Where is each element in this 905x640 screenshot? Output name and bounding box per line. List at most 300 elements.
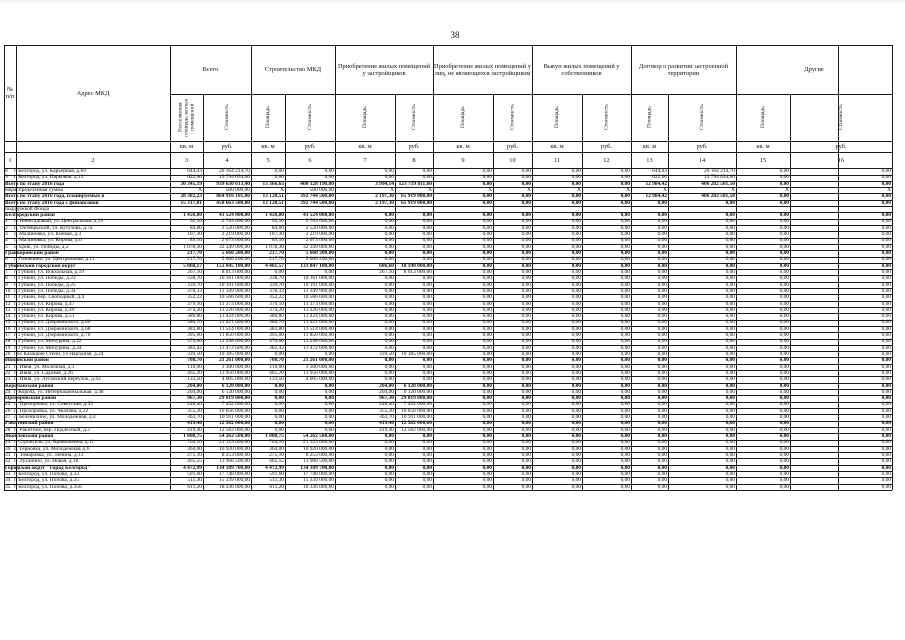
- row-address: с. Беленихино, ул. Молодежная, д.4: [14, 414, 96, 421]
- header-sub-2: Площадь: [265, 106, 271, 129]
- row-value: 43 524 000,00: [303, 212, 334, 219]
- row-value: 0,00: [521, 401, 531, 408]
- row-value: 2 673 000,00: [221, 237, 250, 244]
- row-value: 0,00: [571, 256, 581, 263]
- row-address: г. Губкин, ул. Победы, д.34: [14, 287, 76, 294]
- row-value: 0,00: [571, 458, 581, 465]
- row-value: 0,00: [384, 275, 394, 282]
- row-value: 0,00: [422, 313, 432, 320]
- row-value: 0,00: [571, 193, 581, 200]
- row-value: 0,00: [881, 470, 891, 477]
- header-sub-10: Площадь: [646, 106, 653, 129]
- row-value: 0,00: [482, 250, 492, 257]
- row-value: 0,00: [657, 458, 667, 465]
- row-value: 19 794 054,00: [704, 174, 735, 181]
- row-number: 27: [5, 414, 11, 421]
- row-value: 511,30: [269, 477, 284, 484]
- row-value: 0,00: [725, 407, 735, 414]
- row-value: 511,30: [187, 477, 202, 484]
- header-col-number-11: 12: [603, 156, 610, 164]
- row-value: 0,00: [422, 369, 432, 376]
- row-value: 0,00: [324, 426, 334, 433]
- row-value: 0,00: [725, 426, 735, 433]
- row-value: 0,00: [274, 382, 284, 389]
- row-address: Ракитянский район: [5, 420, 54, 427]
- row-value: 0,00: [620, 407, 630, 414]
- row-value: 374,20: [269, 306, 284, 313]
- row-value: 0,00: [521, 268, 531, 275]
- row-value: 0,00: [657, 477, 667, 484]
- row-value: 400 128 190,00: [300, 180, 334, 187]
- row-address: с. Малиновка, ул. Киевая, д.3: [14, 231, 82, 238]
- row-value: 0,00: [657, 218, 667, 225]
- row-value: 0,00: [482, 344, 492, 351]
- row-value: 383,80: [269, 325, 284, 332]
- row-value: 89,10: [189, 237, 202, 244]
- row-value: 0,00: [620, 325, 630, 332]
- row-value: 6 120 000,00: [221, 382, 250, 389]
- row-number: 9: [5, 281, 8, 288]
- row-value: 0,00: [521, 306, 531, 313]
- row-value: 0,00: [725, 281, 735, 288]
- row-value: 2 673 000,00: [305, 237, 334, 244]
- row-value: 13 366,63: [262, 180, 284, 187]
- row-value: 28 302,23: [180, 193, 202, 200]
- row-value: 0,00: [725, 300, 735, 307]
- row-value: 2 763 000,00: [305, 218, 334, 225]
- row-value: 0,00: [725, 243, 735, 250]
- row-value: 0,00: [521, 388, 531, 395]
- row-value: 2 197,30: [375, 199, 394, 206]
- row-value: 0,00: [384, 218, 394, 225]
- header-sub-12: Площадь: [760, 106, 766, 129]
- row-value: 21 261 000,00: [303, 357, 334, 364]
- row-value: 0,00: [881, 433, 891, 440]
- row-value: 0,00: [324, 401, 334, 408]
- row-value: 382,42: [187, 344, 202, 351]
- row-value: 0,00: [384, 464, 394, 471]
- row-value: X: [488, 186, 492, 193]
- row-value: 6 120 000,00: [403, 382, 432, 389]
- row-value: 0,00: [725, 458, 735, 465]
- header-sub-0: Расселяемая площадь жилых помещений: [177, 98, 196, 137]
- row-value: 0,00: [657, 268, 667, 275]
- row-value: 0,00: [482, 231, 492, 238]
- row-value: 0,00: [521, 180, 531, 187]
- row-value: 0,00: [725, 224, 735, 231]
- row-value: 134 189 700,00: [300, 464, 334, 471]
- row-number: 8: [5, 275, 8, 282]
- row-value: 0,00: [422, 363, 432, 370]
- row-number: 5: [5, 243, 8, 250]
- row-value: 0,00: [657, 325, 667, 332]
- row-value: 0,00: [422, 281, 432, 288]
- row-value: 0,00: [881, 388, 891, 395]
- row-value: 84,00: [271, 224, 284, 231]
- row-value: 13 120,51: [262, 193, 284, 200]
- row-value: 0,00: [521, 344, 531, 351]
- row-value: 0,00: [384, 338, 394, 345]
- row-value: 379,10: [187, 300, 202, 307]
- row-value: 0,00: [620, 275, 630, 282]
- row-value: 89,10: [271, 237, 284, 244]
- row-value: 13 966 500,00: [303, 458, 334, 465]
- header-no: № п/п: [5, 86, 15, 100]
- row-value: 0,00: [384, 237, 394, 244]
- row-number: 6: [5, 256, 8, 263]
- row-value: 10 185 000,00: [219, 350, 250, 357]
- row-value: 406 282 501,50: [701, 193, 735, 200]
- row-value: 0,00: [620, 464, 630, 471]
- row-value: 611,20: [187, 483, 202, 490]
- row-address: г. Губкин, ул. Мичурина, д.24: [14, 344, 82, 351]
- row-number: 32: [5, 458, 11, 465]
- row-value: 133,50: [187, 376, 202, 383]
- row-value: 0,00: [384, 319, 394, 326]
- row-value: 0,00: [620, 439, 630, 446]
- row-value: 0,00: [324, 168, 334, 174]
- row-value: 591,60: [187, 470, 202, 477]
- row-value: 0,00: [657, 363, 667, 370]
- row-value: 0,00: [620, 357, 630, 364]
- row-value: 0,00: [274, 395, 284, 402]
- row-address: Корочанский район: [5, 382, 54, 389]
- row-value: 0,00: [384, 306, 394, 313]
- row-value: 0,00: [779, 281, 789, 288]
- row-value: 0,00: [274, 350, 284, 357]
- row-value: 0,00: [725, 319, 735, 326]
- row-value: 4 005 000,00: [221, 376, 250, 383]
- row-value: 0,00: [571, 483, 581, 490]
- row-address: г. Строитель, ул. Кривошеина, д.11: [14, 439, 95, 446]
- row-value: 0,00: [620, 414, 630, 421]
- header-group-4: Выкуп жилых помещений у собственников: [543, 62, 620, 77]
- row-value: 12 582 000,00: [219, 426, 250, 433]
- row-value: 0,00: [571, 237, 581, 244]
- row-value: 0,00: [620, 332, 630, 339]
- row-value: 0,00: [657, 433, 667, 440]
- row-value: 406 282 501,50: [701, 180, 735, 187]
- row-value: 708,70: [269, 357, 284, 364]
- row-value: 0,00: [274, 174, 284, 181]
- row-value: 0,00: [657, 256, 667, 263]
- row-value: 12 984,42: [645, 180, 667, 187]
- row-value: 0,00: [571, 420, 581, 427]
- row-value: 0,00: [422, 451, 432, 458]
- row-value: 1 078,30: [183, 243, 202, 250]
- row-value: 0,00: [384, 451, 394, 458]
- row-number: 35: [5, 483, 11, 490]
- row-number: 26: [5, 407, 11, 414]
- row-value: 0,00: [521, 458, 531, 465]
- row-address: п. Прохоровка, ул. Советская, д.99: [14, 401, 93, 408]
- row-value: 0,00: [422, 168, 432, 174]
- row-value: 0,00: [620, 262, 630, 269]
- row-value: 352,22: [269, 294, 284, 301]
- row-value: X: [527, 186, 531, 193]
- row-value: 2 197,30: [375, 193, 394, 200]
- row-value: 0,00: [571, 451, 581, 458]
- row-value: X: [577, 186, 581, 193]
- row-value: 0,00: [571, 470, 581, 477]
- row-value: 0,00: [571, 344, 581, 351]
- row-value: 0,00: [571, 300, 581, 307]
- row-address: Прохоровский район: [5, 395, 57, 402]
- row-value: 133 847 100,00: [300, 262, 334, 269]
- row-number: 25: [5, 401, 11, 408]
- row-address: Яковлевский район: [5, 433, 54, 440]
- row-value: 248,40: [187, 401, 202, 408]
- row-value: 13 120,51: [262, 199, 284, 206]
- row-value: 0,00: [521, 199, 531, 206]
- row-value: 65 919 000,00: [401, 193, 432, 200]
- row-value: 17 748 000,00: [303, 470, 334, 477]
- row-value: 8 013 000,00: [403, 268, 432, 275]
- row-address: Городской округ "Город Белгород": [5, 464, 91, 471]
- row-value: 378,33: [187, 287, 202, 294]
- row-value: 20 164 214,70: [704, 168, 735, 174]
- row-value: 29 019 000,00: [219, 395, 250, 402]
- row-value: 0,00: [779, 325, 789, 332]
- row-value: 6 120 000,00: [403, 388, 432, 395]
- row-value: 0,00: [571, 439, 581, 446]
- row-value: 0,00: [657, 262, 667, 269]
- row-value: 0,00: [779, 275, 789, 282]
- row-number: 33: [5, 470, 11, 477]
- row-value: 0,00: [521, 212, 531, 219]
- row-value: 107,30: [187, 231, 202, 238]
- row-value: 30 345,19: [180, 180, 202, 187]
- row-value: 0,00: [482, 464, 492, 471]
- row-address: г. Белгород, ул. Карьерная, д.69: [14, 168, 86, 174]
- row-value: 1 808,75: [183, 433, 202, 440]
- row-value: 11 298 000,00: [219, 338, 250, 345]
- row-value: 11 472 600,00: [219, 344, 250, 351]
- row-value: 0,00: [657, 243, 667, 250]
- row-value: 0,00: [620, 369, 630, 376]
- row-value: 8 253 000,00: [221, 451, 250, 458]
- row-value: 0,00: [657, 281, 667, 288]
- row-value: 11 349 900,00: [219, 287, 250, 294]
- row-value: 10 161 000,00: [303, 275, 334, 282]
- row-value: 0,00: [620, 268, 630, 275]
- row-value: 0,00: [482, 224, 492, 231]
- row-value: 0,00: [620, 243, 630, 250]
- row-number: 29: [5, 439, 11, 446]
- row-value: 0,00: [657, 401, 667, 408]
- row-value: 0,00: [384, 332, 394, 339]
- row-value: 0,00: [571, 388, 581, 395]
- page-number: 38: [450, 30, 460, 40]
- row-value: 0,00: [571, 464, 581, 471]
- row-value: 0,00: [725, 199, 735, 206]
- row-value: 0,00: [881, 300, 891, 307]
- row-value: 0,00: [620, 338, 630, 345]
- row-number: 10: [5, 287, 11, 294]
- row-value: 0,00: [620, 445, 630, 452]
- row-value: X: [428, 186, 432, 193]
- row-value: 0,00: [521, 426, 531, 433]
- row-value: 0,00: [482, 382, 492, 389]
- row-value: 0,00: [482, 433, 492, 440]
- row-value: 0,00: [657, 332, 667, 339]
- row-value: 0,00: [422, 212, 432, 219]
- row-value: 0,00: [521, 483, 531, 490]
- row-value: 0,00: [422, 376, 432, 383]
- row-value: 0,00: [571, 433, 581, 440]
- row-value: 380,70: [269, 319, 284, 326]
- row-number: 18: [5, 338, 11, 345]
- row-value: 18 336 000,00: [219, 483, 250, 490]
- row-value: 12 984,42: [645, 193, 667, 200]
- row-value: 0,00: [482, 458, 492, 465]
- row-value: 0,00: [725, 275, 735, 282]
- row-value: 0,00: [779, 363, 789, 370]
- row-value: 10 656 000,00: [219, 407, 250, 414]
- header-unit-13: руб.: [835, 143, 847, 150]
- row-address: Грайворонский район: [5, 250, 59, 257]
- row-value: 0,00: [779, 224, 789, 231]
- row-address: п. Ивня, ул. Молочная, д.1: [14, 363, 75, 370]
- header-group-2: Приобретение жилых помещений у застройщиков: [337, 62, 431, 77]
- row-address: п. Прохоровка, ул. Чкалова, д.22: [14, 407, 89, 414]
- row-address: г. Губкин, ул. Дзержинского, д.68: [14, 325, 91, 332]
- row-value: 0,00: [384, 439, 394, 446]
- row-value: 0,00: [482, 180, 492, 187]
- header-unit-11: руб.: [696, 143, 708, 150]
- row-value: 379,10: [269, 300, 284, 307]
- row-value: 10 911 000,00: [401, 414, 432, 421]
- row-value: 0,00: [725, 470, 735, 477]
- row-value: 0,00: [881, 477, 891, 484]
- row-value: 0,00: [521, 350, 531, 357]
- row-value: 0,00: [521, 433, 531, 440]
- row-value: 0,00: [779, 250, 789, 257]
- row-value: 0,00: [725, 439, 735, 446]
- row-value: 0,00: [620, 313, 630, 320]
- row-value: 0,00: [482, 470, 492, 477]
- row-value: 939 630 613,40: [216, 180, 250, 187]
- row-value: 21 123 000,00: [219, 439, 250, 446]
- header-col-number-15: 16: [837, 156, 845, 164]
- row-value: 0,00: [620, 433, 630, 440]
- row-value: 0,00: [482, 319, 492, 326]
- row-value: 0,00: [521, 275, 531, 282]
- row-value: 0,00: [725, 294, 735, 301]
- row-value: 0,00: [384, 483, 394, 490]
- row-value: 0,00: [657, 414, 667, 421]
- header-sub-3: Стоимость: [307, 104, 313, 131]
- row-value: 8 013 000,00: [221, 268, 250, 275]
- row-value: 204,00: [379, 388, 394, 395]
- row-value: 363,70: [379, 414, 394, 421]
- row-value: 10 656 000,00: [401, 407, 432, 414]
- row-value: 110,00: [269, 363, 284, 370]
- row-value: 0,00: [384, 294, 394, 301]
- row-value: 19 794 054,00: [219, 174, 250, 181]
- row-number: 9: [5, 174, 8, 181]
- header-unit-6: кв. м: [456, 143, 470, 150]
- row-value: 10 920 000,00: [303, 445, 334, 452]
- header-sub-6: Площадь: [460, 106, 466, 129]
- row-number: 28: [5, 426, 11, 433]
- row-value: 0,00: [779, 168, 789, 174]
- row-value: 0,00: [881, 256, 891, 263]
- row-value: 0,00: [881, 294, 891, 301]
- row-value: 0,00: [422, 445, 432, 452]
- row-value: 364,00: [187, 445, 202, 452]
- row-value: 0,00: [881, 426, 891, 433]
- row-value: 0,00: [657, 464, 667, 471]
- row-value: X: [626, 186, 630, 193]
- row-value: 0,00: [620, 174, 630, 181]
- row-value: 622,60: [652, 174, 667, 181]
- row-value: 0,00: [482, 445, 492, 452]
- row-value: 419,40: [187, 420, 202, 427]
- row-address: п. Ивня, ул. Садовая, д.26: [14, 369, 73, 376]
- row-value: 0,00: [620, 363, 630, 370]
- header-col-number-3: 4: [225, 156, 229, 164]
- row-value: 0,00: [779, 319, 789, 326]
- row-value: 0,00: [779, 313, 789, 320]
- row-value: 0,00: [881, 224, 891, 231]
- row-value: 3 219 000,00: [221, 231, 250, 238]
- row-value: 8 253 000,00: [305, 451, 334, 458]
- header-unit-12: кв. м: [756, 143, 770, 150]
- row-value: 0,00: [657, 199, 667, 206]
- row-value: 0,00: [620, 401, 630, 408]
- table-row: [0, 484, 905, 490]
- row-value: 0,00: [725, 357, 735, 364]
- row-value: 0,00: [482, 483, 492, 490]
- row-value: 0,00: [521, 420, 531, 427]
- header-col-number-13: 14: [698, 156, 706, 164]
- row-value: 0,00: [657, 313, 667, 320]
- row-value: 383,80: [187, 325, 202, 332]
- row-value: 0,00: [422, 344, 432, 351]
- row-number: 34: [5, 477, 11, 484]
- row-value: 11 850 000,00: [219, 332, 250, 339]
- row-value: 0,00: [384, 376, 394, 383]
- row-value: 0,00: [725, 395, 735, 402]
- row-value: 0,00: [725, 401, 735, 408]
- row-value: 0,00: [725, 483, 735, 490]
- row-address: с. Ерик, ул. Победы, д.2: [14, 243, 69, 250]
- row-value: 606,60: [379, 262, 394, 269]
- row-number: 24: [5, 388, 11, 395]
- row-value: 0,00: [881, 174, 891, 181]
- row-value: 0,00: [482, 420, 492, 427]
- row-value: 0,00: [779, 433, 789, 440]
- row-value: 0,00: [521, 231, 531, 238]
- row-value: 0,00: [571, 168, 581, 174]
- row-value: 0,00: [779, 338, 789, 345]
- row-address: г. Белгород, ул. Попова, д.35: [14, 477, 79, 484]
- row-value: 0,00: [324, 268, 334, 275]
- row-value: 0,00: [571, 243, 581, 250]
- row-value: 0,00: [384, 287, 394, 294]
- row-value: X: [731, 186, 735, 193]
- row-value: 3 300 000,00: [221, 363, 250, 370]
- row-number: 22: [5, 369, 11, 376]
- row-value: 0,00: [482, 256, 492, 263]
- row-value: 0,00: [881, 363, 891, 370]
- row-value: 0,00: [274, 268, 284, 275]
- row-value: X: [280, 186, 284, 193]
- row-value: 11 373 000,00: [219, 300, 250, 307]
- row-value: 0,00: [725, 363, 735, 370]
- row-address: с. Малиновка, ул. Кирова, д.6: [14, 237, 82, 244]
